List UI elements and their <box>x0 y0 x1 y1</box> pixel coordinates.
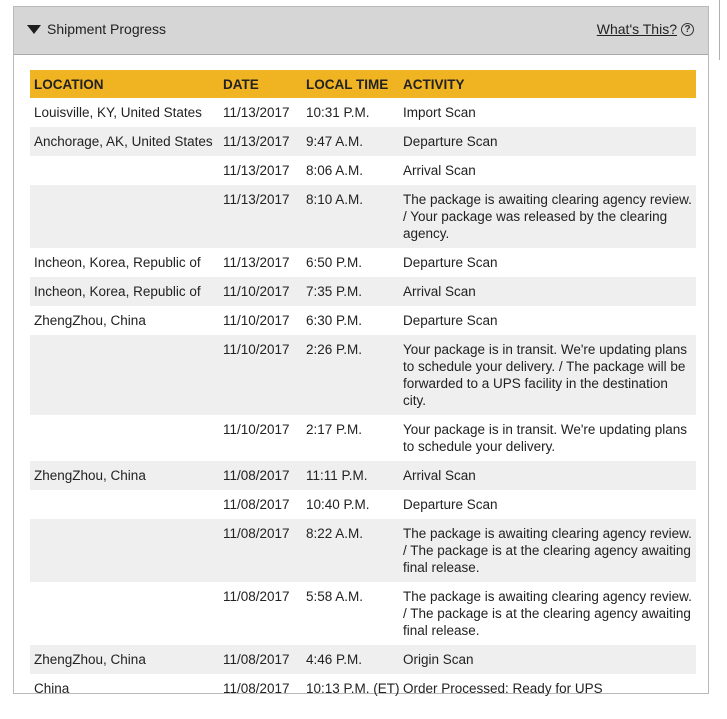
table-row <box>30 645 696 674</box>
table-row <box>30 519 696 582</box>
panel-header <box>14 7 708 55</box>
cell-date: 11/10/2017 <box>219 335 302 415</box>
table-header-row <box>30 70 696 98</box>
cell-date: 11/13/2017 <box>223 163 290 178</box>
cell-activity: Departure Scan <box>399 127 696 156</box>
table-row <box>30 335 696 415</box>
collapse-triangle-icon <box>27 25 41 34</box>
cell-date: 11/08/2017 <box>223 497 290 512</box>
cell-location: ZhengZhou, China <box>30 461 219 490</box>
table-row <box>30 490 696 519</box>
cell-activity: The package is awaiting clearing agency review. / The package is at the clearing agency awaiting final release. <box>403 589 692 638</box>
table-row <box>30 415 696 461</box>
whats-this-link[interactable] <box>597 21 694 37</box>
table-row <box>30 277 696 306</box>
cell-location <box>30 156 219 185</box>
cell-date: 11/13/2017 <box>223 105 290 120</box>
cell-time: 8:22 A.M. <box>302 519 399 582</box>
progress-table-wrapper <box>30 70 696 703</box>
table-row <box>30 582 696 645</box>
cell-time: 5:58 A.M. <box>306 589 364 604</box>
table-row <box>30 461 696 490</box>
table-row <box>30 248 696 277</box>
column-header-location: LOCATION <box>30 70 219 98</box>
cell-time: 10:13 P.M. (ET) <box>306 681 400 696</box>
cell-activity: Arrival Scan <box>399 461 696 490</box>
cell-date: 11/10/2017 <box>219 277 302 306</box>
cell-activity: Arrival Scan <box>403 163 476 178</box>
cell-location: China <box>34 681 70 696</box>
cell-location: Incheon, Korea, Republic of <box>34 255 201 270</box>
cell-location: Anchorage, AK, United States <box>30 127 219 156</box>
cell-time: 4:46 P.M. <box>302 645 399 674</box>
cell-time: 10:40 P.M. <box>306 497 370 512</box>
table-row <box>30 185 696 248</box>
table-body <box>30 98 696 703</box>
panel-title: Shipment Progress <box>47 21 167 37</box>
cell-location <box>30 415 219 461</box>
progress-table <box>30 70 696 703</box>
cell-date: 11/08/2017 <box>219 461 302 490</box>
cell-date: 11/08/2017 <box>219 519 302 582</box>
cell-time: 8:06 A.M. <box>306 163 364 178</box>
cell-date: 11/13/2017 <box>219 127 302 156</box>
cell-time: 6:50 P.M. <box>306 255 363 270</box>
cell-activity: Arrival Scan <box>399 277 696 306</box>
column-header-date: DATE <box>219 70 302 98</box>
cell-date: 11/08/2017 <box>223 589 290 604</box>
table-row <box>30 156 696 185</box>
cell-time: 9:47 A.M. <box>302 127 399 156</box>
cell-activity: Departure Scan <box>403 255 498 270</box>
cell-date: 11/10/2017 <box>223 422 290 437</box>
cell-activity: Import Scan <box>403 105 476 120</box>
table-row <box>30 127 696 156</box>
cell-time: 2:26 P.M. <box>302 335 399 415</box>
column-header-local-time: LOCAL TIME <box>302 70 399 98</box>
cell-date: 11/08/2017 <box>219 645 302 674</box>
table-row <box>30 98 696 127</box>
help-circle-icon[interactable]: ? <box>681 23 694 36</box>
cell-location: ZhengZhou, China <box>34 313 146 328</box>
page-scroll-edge <box>719 0 727 60</box>
shipment-progress-toggle[interactable] <box>27 21 166 37</box>
table-row <box>30 674 696 703</box>
cell-activity: Your package is in transit. We're updating plans to schedule your delivery. / The package will be forwarded to a UPS facility in the destination city. <box>399 335 696 415</box>
cell-activity: Your package is in transit. We're updating plans to schedule your delivery. <box>403 422 688 454</box>
cell-location <box>30 185 219 248</box>
cell-location: ZhengZhou, China <box>30 645 219 674</box>
cell-activity: Departure Scan <box>403 313 498 328</box>
cell-time: 7:35 P.M. <box>302 277 399 306</box>
cell-activity: The package is awaiting clearing agency review. / Your package was released by the clearing agency. <box>399 185 696 248</box>
cell-location <box>30 519 219 582</box>
cell-activity: Departure Scan <box>403 497 498 512</box>
table-row <box>30 306 696 335</box>
cell-time: 8:10 A.M. <box>302 185 399 248</box>
column-header-activity: ACTIVITY <box>399 70 696 98</box>
cell-location: Incheon, Korea, Republic of <box>30 277 219 306</box>
cell-activity: Origin Scan <box>399 645 696 674</box>
cell-time: 2:17 P.M. <box>306 422 363 437</box>
cell-time: 10:31 P.M. <box>306 105 370 120</box>
shipment-progress-panel <box>13 6 709 694</box>
cell-activity: The package is awaiting clearing agency review. / The package is at the clearing agency awaiting final release. <box>399 519 696 582</box>
cell-date: 11/13/2017 <box>223 255 290 270</box>
whats-this-label[interactable]: What's This? <box>596 21 677 37</box>
cell-location <box>30 335 219 415</box>
cell-location <box>30 582 219 645</box>
cell-activity: Order Processed: Ready for UPS <box>403 681 603 696</box>
cell-location: Louisville, KY, United States <box>34 105 202 120</box>
cell-time: 6:30 P.M. <box>306 313 363 328</box>
cell-time: 11:11 P.M. <box>302 461 399 490</box>
cell-date: 11/08/2017 <box>223 681 290 696</box>
cell-date: 11/10/2017 <box>223 313 290 328</box>
cell-date: 11/13/2017 <box>219 185 302 248</box>
cell-location <box>30 490 219 519</box>
